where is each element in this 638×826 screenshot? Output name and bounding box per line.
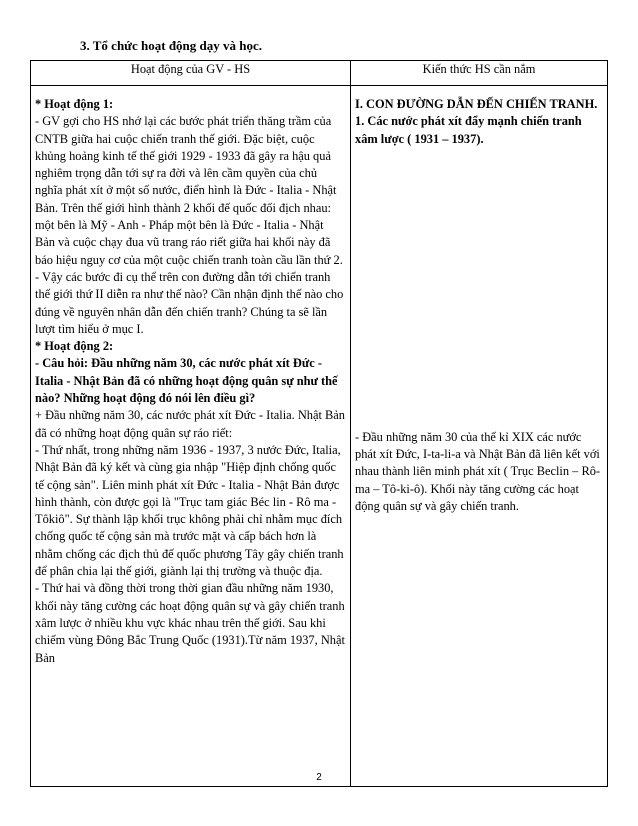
- activity-1-heading: * Hoạt động 1:: [35, 97, 114, 111]
- cell-top-spacer: [35, 86, 346, 96]
- header-teacher-student-activities: [31, 61, 351, 86]
- section-title-1: I. CON ĐƯỜNG DẪN ĐẾN CHIẾN TRANH.: [355, 97, 598, 111]
- header-knowledge: [351, 61, 608, 86]
- activity-2-point-2: - Thứ hai và đồng thời trong thời gian đầu những năm 1930, khối này tăng cường các hoạt động quân sự và gây chiến tranh xâm lược ở nhiều khu vực khác nhau trên thế giới. Sau khi chiếm vùng Đông Bắc Trung Quốc (1931).Từ năm 1937, Nhật Bản: [35, 581, 345, 665]
- section-title-2: 1. Các nước phát xít đẩy mạnh chiến tranh xâm lược ( 1931 – 1937).: [355, 114, 582, 146]
- activity-1-question: - Vậy các bước đi cụ thể trên con đường dẫn tới chiến tranh thế giới thứ II diễn ra như thế nào? Cần nhận định thế nào cho đúng về nguyên nhân dẫn đến chiến tranh? Chúng ta sẽ lần lượt tìm hiểu ở mục I.: [35, 269, 344, 336]
- activities-cell: [31, 86, 351, 787]
- right-spacer: [355, 148, 603, 429]
- section-heading: 3. Tổ chức hoạt động dạy và học.: [80, 38, 263, 53]
- table-body-row: [31, 86, 608, 787]
- activity-2-answer-intro: + Đầu những năm 30, các nước phát xít Đức - Italia. Nhật Bản đã có những hoạt động quân sự ráo riết:: [35, 408, 345, 440]
- activity-2-heading: * Hoạt động 2:: [35, 339, 114, 354]
- page-number: 2: [316, 772, 322, 783]
- knowledge-cell: [351, 86, 608, 787]
- cell-top-spacer-right: [355, 86, 603, 96]
- header-right-label: Kiến thức HS cần nắm: [422, 62, 536, 76]
- knowledge-text: - Đầu những năm 30 của thế kỉ XIX các nước phát xít Đức, I-ta-li-a và Nhật Bản đã liên kết với nhau thành liên minh phát xít ( Trục Beclin – Rô-ma – Tô-ki-ô). Khối này tăng cường các hoạt động quân sự và gây chiến tranh.: [355, 429, 601, 514]
- activity-2-question: - Câu hỏi: Đầu những năm 30, các nước phát xít Đức - Italia - Nhật Bản đã có những hoạt động quân sự như thế nào? Những hoạt động đó nói lên điều gì?: [35, 356, 338, 406]
- lesson-table: [30, 60, 608, 787]
- table-header-row: [31, 61, 608, 86]
- activity-2-point-1: - Thứ nhất, trong những năm 1936 - 1937, 3 nước Đức, Italia, Nhật Bản đã ký kết và cùng gia nhập "Hiệp định chống quốc tế cộng sản". Liên minh phát xít Đức - Italia - Nhật Bản được hình thành, còn được gọi là "Trục tam giác Béc lin - Rô ma - Tôkiô". Sự thành lập khối trục không phải chỉ nhằm mục đích chống quốc tế cộng sản mà trước mặt và cấp bách hơn là nhằm chống các địch thủ đế quốc phương Tây gây chiến tranh để phân chia lại thế giới, giành lại thị trường và thuộc địa.: [35, 442, 344, 579]
- header-left-label: Hoạt động của GV - HS: [130, 62, 251, 76]
- activity-1-text: - GV gợi cho HS nhớ lại các bước phát triển thăng trầm của CNTB giữa hai cuộc chiến tranh thế giới. Đặc biệt, cuộc khủng hoảng kinh tế thế giới 1929 - 1933 đã gây ra hậu quả nghiêm trọng dẫn tới sự ra đời và lên cầm quyền của chủ nghĩa phát xít ở một số nước, điển hình là Đức - Italia - Nhật Bản. Trên thế giới hình thành 2 khối đế quốc đối địch nhau: một bên là Mỹ - Anh - Pháp một bên là Đức - Italia - Nhật Bản và cuộc chạy đua vũ trang ráo riết giữa hai khối này đã báo hiệu nguy cơ của một cuộc chiến tranh toàn cầu lần thứ 2.: [35, 114, 343, 267]
